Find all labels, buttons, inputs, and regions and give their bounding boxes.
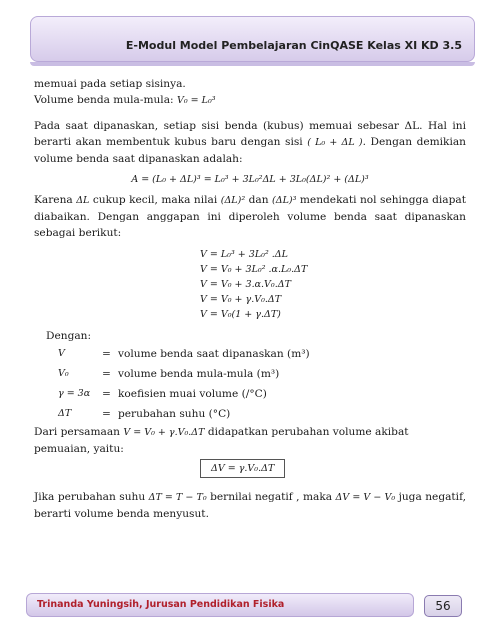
definition-text: koefisien muai volume (/°C) bbox=[118, 388, 267, 400]
paragraph-negative bbox=[34, 489, 466, 522]
delta-t-equation: ΔT = T − T₀ bbox=[148, 492, 207, 503]
new-side-equation: ( L₀ + ΔL ) bbox=[307, 137, 363, 148]
paragraph-text: bernilai negatif , maka bbox=[210, 491, 333, 503]
delta-v-box bbox=[200, 459, 285, 478]
page-number: 56 bbox=[424, 595, 462, 617]
definition-row bbox=[46, 344, 466, 364]
paragraph-text: mendekati nol sehingga diapat diabaikan. Dengan anggapan ini diperoleh volume benda saat dipanaskan sebagai berikut: bbox=[34, 194, 466, 239]
definition-symbol: V bbox=[58, 348, 65, 359]
derivation-line: V = V₀ + γ.V₀.ΔT bbox=[200, 294, 282, 305]
page-content bbox=[34, 76, 466, 522]
paragraph-text: dan bbox=[248, 194, 269, 206]
paragraph-approximation bbox=[34, 192, 466, 241]
text-line: memuai pada setiap sisinya. bbox=[34, 78, 186, 90]
delta-v-equation: ΔV = γ.V₀.ΔT bbox=[211, 463, 275, 474]
paragraph-text: Karena bbox=[34, 194, 73, 206]
definition-row bbox=[46, 384, 466, 404]
paragraph-text: cukup kecil, maka nilai bbox=[92, 194, 218, 206]
paragraph-text: Jika perubahan suhu bbox=[34, 491, 146, 503]
page-header bbox=[30, 16, 475, 62]
initial-volume bbox=[34, 92, 466, 109]
paragraph-result bbox=[34, 424, 466, 457]
derivation-line: V = L₀³ + 3L₀² .ΔL bbox=[200, 249, 288, 260]
dengan-label: Dengan: bbox=[46, 330, 92, 342]
paragraph-expansion bbox=[34, 118, 466, 167]
delta-l-cubed: (ΔL)³ bbox=[272, 195, 297, 206]
definition-row bbox=[46, 404, 466, 424]
header-title: E-Modul Model Pembelajaran CinQASE Kelas XI KD 3.5 bbox=[125, 39, 462, 52]
delta-v-definition: ΔV = V − V₀ bbox=[335, 492, 396, 503]
definitions bbox=[46, 328, 466, 424]
derivation-line: V = V₀(1 + γ.ΔT) bbox=[200, 309, 281, 320]
paragraph-text: juga negatif, berarti volume benda menyusut. bbox=[34, 491, 466, 520]
derivation-line: V = V₀ + 3.α.V₀.ΔT bbox=[200, 279, 291, 290]
definition-text: volume benda saat dipanaskan (m³) bbox=[118, 348, 310, 360]
volume-equation: V = V₀ + γ.V₀.ΔT bbox=[123, 427, 205, 438]
page-footer bbox=[26, 593, 414, 617]
definition-equals: = bbox=[102, 408, 111, 420]
delta-l-squared: (ΔL)² bbox=[220, 195, 246, 206]
footer-author: Trinanda Yuningsih, Jurusan Pendidikan Fisika bbox=[37, 599, 285, 610]
initial-volume-equation: V₀ = L₀³ bbox=[176, 95, 216, 106]
paragraph-text: . Dengan demikian volume benda saat dipanaskan adalah: bbox=[34, 136, 466, 165]
paragraph-text: didapatkan perubahan volume akibat pemuaian, yaitu: bbox=[34, 426, 409, 455]
paragraph-text: Pada saat dipanaskan, setiap sisi benda (kubus) memuai sebesar ΔL. Hal ini berarti akan membentuk kubus baru dengan sisi bbox=[34, 120, 466, 148]
definition-symbol: γ = 3α bbox=[58, 388, 91, 399]
derivation-block bbox=[200, 247, 466, 322]
expansion-equation bbox=[34, 171, 466, 188]
definition-row bbox=[46, 364, 466, 384]
initial-volume-label: Volume benda mula-mula: bbox=[34, 94, 174, 106]
definition-equals: = bbox=[102, 368, 111, 380]
definition-text: perubahan suhu (°C) bbox=[118, 408, 231, 420]
delta-l-symbol: ΔL bbox=[76, 195, 90, 206]
definition-text: volume benda mula-mula (m³) bbox=[118, 368, 280, 380]
definition-symbol: ΔT bbox=[58, 408, 72, 419]
definition-symbol: V₀ bbox=[58, 368, 69, 379]
definition-equals: = bbox=[102, 348, 111, 360]
derivation-line: V = V₀ + 3L₀² .α.L₀.ΔT bbox=[200, 264, 308, 275]
paragraph-text: Dari persamaan bbox=[34, 426, 120, 438]
expansion-equation-text: A = (L₀ + ΔL)³ = L₀³ + 3L₀²ΔL + 3L₀(ΔL)² + (ΔL)³ bbox=[131, 174, 369, 185]
definition-equals: = bbox=[102, 388, 111, 400]
